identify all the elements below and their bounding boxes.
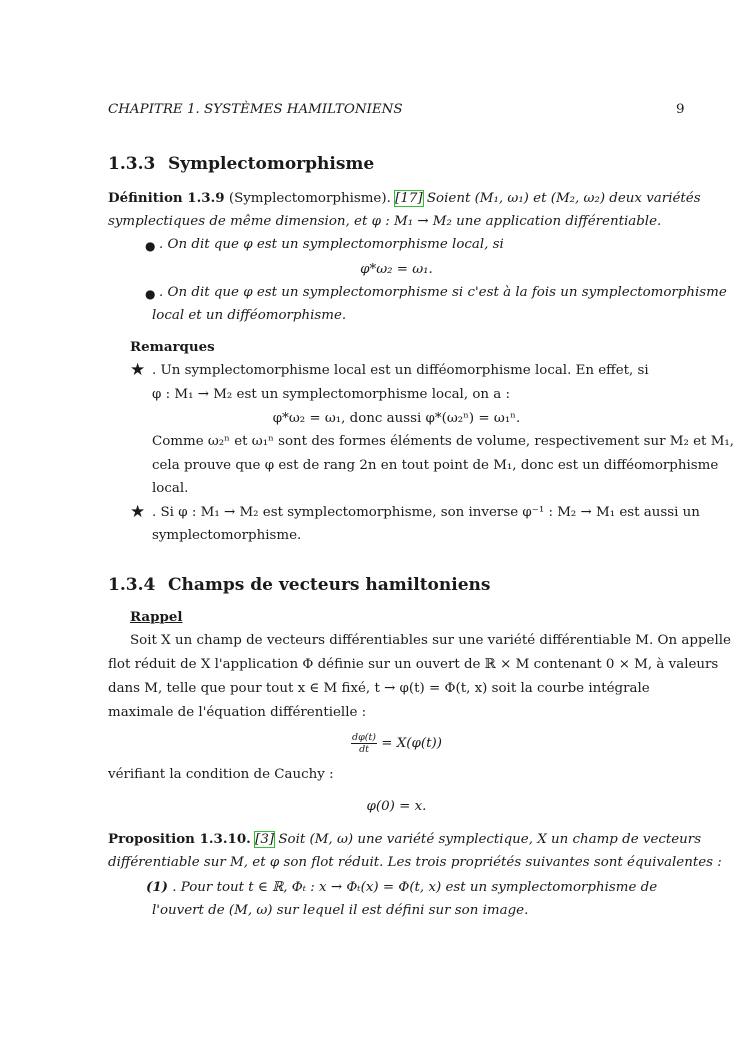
paragraph-line-2: flot réduit de X l'application Φ définie sur un ouvert de ℝ × M contenant 0 × M, à valeurs	[108, 657, 719, 672]
definition-bullet-1: . On dit que φ est un symplectomorphisme local, si	[159, 237, 504, 252]
proposition-item-1-line-2: l'ouvert de (M, ω) sur lequel il est défini sur son image.	[152, 903, 529, 918]
star-icon: ★	[130, 502, 146, 522]
citation-link[interactable]: [17]	[395, 191, 423, 206]
star-icon: ★	[130, 360, 146, 380]
remark-2-line-2: symplectomorphisme.	[152, 528, 302, 543]
remark-1-line-1: . Un symplectomorphisme local est un difféomorphisme local. En effet, si	[152, 363, 649, 378]
section-title: Champs de vecteurs hamiltoniens	[168, 575, 491, 595]
item-text: . Pour tout t ∈ ℝ, Φₜ : x → Φₜ(x) = Φ(t, x) est un symplectomorphisme de	[172, 880, 658, 895]
section-title: Symplectomorphisme	[168, 154, 375, 174]
proposition-text: Soit (M, ω) une variété symplectique, X un champ de vecteurs	[278, 832, 702, 847]
fraction-numerator: dφ(t)	[352, 732, 377, 743]
paragraph-line-1: Soit X un champ de vecteurs différentiables sur une variété différentiable M. On appelle	[130, 633, 731, 648]
bullet-icon: ●	[145, 287, 156, 301]
remark-1-line-2: φ : M₁ → M₂ est un symplectomorphisme local, on a :	[152, 387, 511, 402]
remark-1-formula: φ*ω₂ = ω₁, donc aussi φ*(ω₂ⁿ) = ω₁ⁿ.	[272, 411, 521, 426]
definition-text: Soient (M₁, ω₁) et (M₂, ω₂) deux variétés	[426, 191, 701, 206]
remark-1-line-3: Comme ω₂ⁿ et ω₁ⁿ sont des formes éléments de volume, respectivement sur M₂ et M₁,	[152, 434, 735, 449]
citation-link[interactable]: [3]	[255, 832, 275, 847]
fraction-denominator: dt	[359, 744, 369, 755]
equation-rhs: = X(φ(t))	[381, 736, 442, 751]
item-label: (1)	[146, 879, 168, 895]
paragraph-line-4: maximale de l'équation différentielle :	[108, 705, 367, 720]
bullet-icon: ●	[145, 239, 156, 253]
definition-bullet-2-line-2: local et un difféomorphisme.	[152, 308, 347, 323]
remark-1-line-5: local.	[152, 481, 189, 496]
cauchy-line: vérifiant la condition de Cauchy :	[108, 767, 334, 782]
fraction	[351, 732, 377, 755]
definition-bullet-2-line-1: . On dit que φ est un symplectomorphisme si c'est à la fois un symplectomorphisme	[159, 285, 727, 300]
paragraph-line-3: dans M, telle que pour tout x ∈ M fixé, t → φ(t) = Φ(t, x) soit la courbe intégrale	[108, 681, 650, 696]
definition-name: (Symplectomorphisme).	[228, 191, 391, 206]
cauchy-condition: φ(0) = x.	[366, 799, 427, 814]
remark-2-line-1: . Si φ : M₁ → M₂ est symplectomorphisme, son inverse φ⁻¹ : M₂ → M₁ est aussi un	[152, 505, 700, 520]
proposition-line-1	[108, 831, 702, 847]
rappel-heading: Rappel	[130, 609, 183, 625]
section-number: 1.3.4	[108, 575, 156, 595]
definition-line-2: symplectiques de même dimension, et φ : M₁ → M₂ une application différentiable.	[108, 214, 662, 229]
proposition-line-2: différentiable sur M, et φ son flot réduit. Les trois propriétés suivantes sont équivalentes :	[108, 855, 722, 870]
section-number: 1.3.3	[108, 154, 156, 174]
running-header: CHAPITRE 1. SYSTÈMES HAMILTONIENS	[108, 102, 403, 117]
formula-pullback: φ*ω₂ = ω₁.	[360, 262, 433, 277]
page-number: 9	[676, 102, 685, 117]
differential-equation	[108, 732, 685, 755]
remark-1-line-4: cela prouve que φ est de rang 2n en tout point de M₁, donc est un difféomorphisme	[152, 458, 719, 473]
proposition-label: Proposition 1.3.10.	[108, 831, 251, 847]
proposition-item-1	[146, 879, 657, 895]
definition-line-1	[108, 190, 701, 206]
remarks-heading: Remarques	[130, 339, 215, 355]
definition-label: Définition 1.3.9	[108, 190, 225, 206]
